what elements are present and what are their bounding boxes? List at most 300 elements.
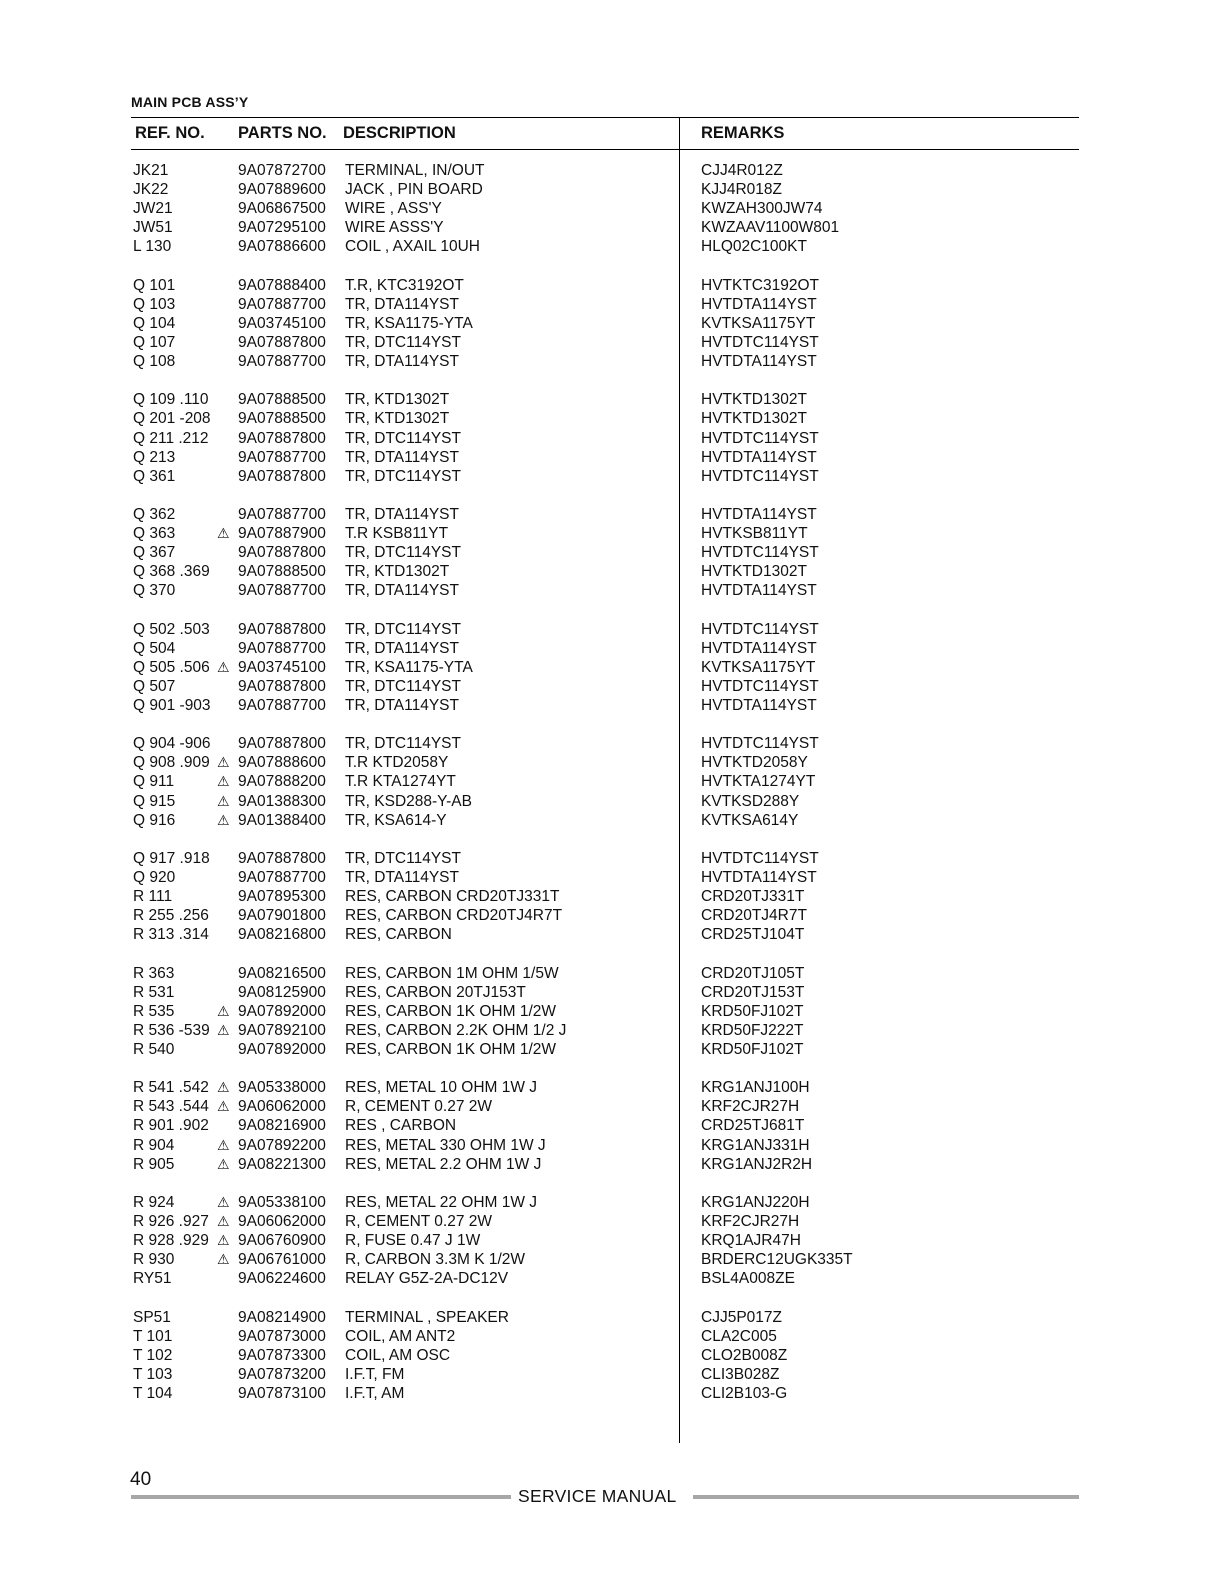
description: RES, CARBON 1K OHM 1/2W xyxy=(345,1040,557,1058)
remarks: BSL4A008ZE xyxy=(701,1270,795,1288)
remarks: KRQ1AJR47H xyxy=(701,1232,801,1250)
description: WIRE ASSS'Y xyxy=(345,219,444,237)
parts-group xyxy=(0,161,1219,256)
parts-no: 9A07887800 xyxy=(238,677,326,695)
table-row xyxy=(0,1231,1219,1250)
warning-icon: ⚠ xyxy=(217,1136,230,1153)
table-row xyxy=(0,1346,1219,1365)
ref-no: Q 109 .110 xyxy=(133,391,209,409)
parts-no: 9A07887700 xyxy=(238,295,326,313)
remarks: HVTKSB811YT xyxy=(701,525,808,543)
table-row xyxy=(0,1269,1219,1288)
table-row xyxy=(0,1116,1219,1135)
parts-no: 9A05338100 xyxy=(238,1193,326,1211)
parts-list xyxy=(0,161,1219,1422)
table-row xyxy=(0,964,1219,983)
ref-no: T 103 xyxy=(133,1365,173,1383)
remarks: KWZAAV1100W801 xyxy=(701,219,840,237)
table-row xyxy=(0,1136,1219,1155)
header-parts-no: PARTS NO. xyxy=(238,124,327,142)
table-row xyxy=(0,868,1219,887)
ref-no: RY51 xyxy=(133,1270,172,1288)
ref-no: R 543 .544 xyxy=(133,1098,209,1116)
table-row xyxy=(0,524,1219,543)
parts-no: 9A07887800 xyxy=(238,849,326,867)
remarks: HVTDTC114YST xyxy=(701,849,819,867)
table-top-rule xyxy=(131,117,1079,118)
description: RES, CARBON xyxy=(345,926,452,944)
parts-no: 9A07886600 xyxy=(238,238,326,256)
remarks: HVTKTD2058Y xyxy=(701,754,808,772)
description: RES, CARBON CRD20TJ4R7T xyxy=(345,907,563,925)
table-row xyxy=(0,983,1219,1002)
table-row xyxy=(0,1365,1219,1384)
remarks: HVTKTC3192OT xyxy=(701,276,820,294)
table-row xyxy=(0,505,1219,524)
warning-icon: ⚠ xyxy=(217,1193,230,1210)
parts-no: 9A07887800 xyxy=(238,467,326,485)
remarks: CRD20TJ153T xyxy=(701,983,805,1001)
parts-no: 9A06867500 xyxy=(238,200,326,218)
parts-no: 9A07873000 xyxy=(238,1327,326,1345)
ref-no: Q 361 xyxy=(133,467,176,485)
parts-group xyxy=(0,849,1219,944)
ref-no: JK22 xyxy=(133,181,169,199)
table-row xyxy=(0,218,1219,237)
parts-no: 9A07892200 xyxy=(238,1136,326,1154)
header-remarks: REMARKS xyxy=(701,124,785,142)
remarks: CRD20TJ105T xyxy=(701,964,805,982)
parts-no: 9A07888500 xyxy=(238,391,326,409)
ref-no: Q 103 xyxy=(133,295,176,313)
ref-no: JK21 xyxy=(133,162,169,179)
remarks: CRD20TJ4R7T xyxy=(701,907,807,925)
parts-no: 9A07887800 xyxy=(238,544,326,562)
description: RES, METAL 10 OHM 1W J xyxy=(345,1079,538,1097)
parts-no: 9A07873300 xyxy=(238,1346,326,1364)
warning-icon: ⚠ xyxy=(217,1021,230,1038)
remarks: KRD50FJ222T xyxy=(701,1021,804,1039)
ref-no: R 535 xyxy=(133,1002,175,1020)
remarks: KVTKSA1175YT xyxy=(701,314,816,332)
remarks: HVTDTC114YST xyxy=(701,544,819,562)
parts-group xyxy=(0,1308,1219,1403)
description: TR, DTC114YST xyxy=(345,677,461,695)
parts-no: 9A07295100 xyxy=(238,219,326,237)
table-row xyxy=(0,1078,1219,1097)
parts-no: 9A08125900 xyxy=(238,983,326,1001)
remarks: CLI3B028Z xyxy=(701,1365,780,1383)
parts-no: 9A07887800 xyxy=(238,429,326,447)
remarks: KRD50FJ102T xyxy=(701,1040,804,1058)
parts-no: 9A05338000 xyxy=(238,1079,326,1097)
remarks: CRD20TJ331T xyxy=(701,888,805,906)
description: TR, DTC114YST xyxy=(345,429,461,447)
description: R, CEMENT 0.27 2W xyxy=(345,1098,493,1116)
table-row xyxy=(0,409,1219,428)
description: RES, METAL 330 OHM 1W J xyxy=(345,1136,546,1154)
remarks: KRF2CJR27H xyxy=(701,1098,800,1116)
description: RES, CARBON 2.2K OHM 1/2 J xyxy=(345,1021,567,1039)
parts-group xyxy=(0,390,1219,485)
remarks: HVTDTC114YST xyxy=(701,735,819,753)
table-row xyxy=(0,677,1219,696)
ref-no: T 104 xyxy=(133,1384,173,1402)
table-row xyxy=(0,658,1219,677)
remarks: HVTDTA114YST xyxy=(701,869,817,887)
header-description: DESCRIPTION xyxy=(343,124,456,142)
description: TR, DTA114YST xyxy=(345,353,459,371)
ref-no: R 536 -539 xyxy=(133,1021,210,1039)
description: TR, DTA114YST xyxy=(345,869,459,887)
table-row xyxy=(0,1308,1219,1327)
parts-no: 9A07895300 xyxy=(238,888,326,906)
ref-no: R 363 xyxy=(133,964,175,982)
parts-no: 9A07888400 xyxy=(238,276,326,294)
table-row xyxy=(0,295,1219,314)
table-row xyxy=(0,639,1219,658)
table-row xyxy=(0,906,1219,925)
parts-no: 9A03745100 xyxy=(238,658,326,676)
parts-no: 9A06761000 xyxy=(238,1251,326,1269)
description: TR, KTD1302T xyxy=(345,410,450,428)
parts-no: 9A06760900 xyxy=(238,1232,326,1250)
remarks: HLQ02C100KT xyxy=(701,238,807,256)
ref-no: T 102 xyxy=(133,1346,173,1364)
table-row xyxy=(0,180,1219,199)
table-row xyxy=(0,581,1219,600)
parts-group xyxy=(0,620,1219,715)
table-row xyxy=(0,543,1219,562)
ref-no: Q 904 -906 xyxy=(133,735,211,753)
remarks: CLI2B103-G xyxy=(701,1384,788,1402)
ref-no: Q 507 xyxy=(133,677,176,695)
remarks: HVTDTA114YST xyxy=(701,448,817,466)
footer-bar-right xyxy=(693,1495,1079,1499)
ref-no: Q 213 xyxy=(133,448,176,466)
parts-no: 9A07887700 xyxy=(238,582,326,600)
remarks: KRG1ANJ100H xyxy=(701,1079,810,1097)
description: JACK , PIN BOARD xyxy=(345,181,483,199)
remarks: HVTKTA1274YT xyxy=(701,773,816,791)
ref-no: JW21 xyxy=(133,200,173,218)
warning-icon: ⚠ xyxy=(217,773,230,790)
table-row xyxy=(0,1155,1219,1174)
remarks: HVTDTA114YST xyxy=(701,295,817,313)
parts-no: 9A03745100 xyxy=(238,314,326,332)
parts-no: 9A01388400 xyxy=(238,811,326,829)
table-row xyxy=(0,792,1219,811)
remarks: HVTDTC114YST xyxy=(701,429,819,447)
warning-icon: ⚠ xyxy=(217,811,230,828)
remarks: CRD25TJ104T xyxy=(701,926,805,944)
description: TR, DTC114YST xyxy=(345,333,461,351)
parts-group xyxy=(0,1078,1219,1173)
ref-no: Q 370 xyxy=(133,582,176,600)
table-row xyxy=(0,1384,1219,1403)
parts-no: 9A07892000 xyxy=(238,1002,326,1020)
table-row xyxy=(0,237,1219,256)
ref-no: R 901 .902 xyxy=(133,1117,209,1135)
warning-icon: ⚠ xyxy=(217,1098,230,1115)
description: RES, CARBON 20TJ153T xyxy=(345,983,526,1001)
description: COIL, AM ANT2 xyxy=(345,1327,456,1345)
remarks: KRF2CJR27H xyxy=(701,1213,800,1230)
description: RES, CARBON CRD20TJ331T xyxy=(345,888,560,906)
description: TR, DTC114YST xyxy=(345,467,461,485)
description: TERMINAL, IN/OUT xyxy=(345,162,485,179)
warning-icon: ⚠ xyxy=(217,525,230,542)
parts-group xyxy=(0,505,1219,600)
remarks: KRD50FJ102T xyxy=(701,1002,804,1020)
table-row xyxy=(0,620,1219,639)
description: TR, DTA114YST xyxy=(345,295,459,313)
description: TR, DTC114YST xyxy=(345,620,461,638)
description: T.R KTA1274YT xyxy=(345,773,456,791)
warning-icon: ⚠ xyxy=(217,792,230,809)
description: RES , CARBON xyxy=(345,1117,457,1135)
remarks: HVTDTC114YST xyxy=(701,677,819,695)
table-row xyxy=(0,753,1219,772)
description: TR, KSD288-Y-AB xyxy=(345,792,472,810)
ref-no: JW51 xyxy=(133,219,173,237)
table-row xyxy=(0,390,1219,409)
remarks: HVTDTC114YST xyxy=(701,467,819,485)
remarks: HVTDTC114YST xyxy=(701,333,819,351)
footer-title: SERVICE MANUAL xyxy=(518,1486,677,1506)
description: RES, METAL 22 OHM 1W J xyxy=(345,1193,538,1211)
ref-no: R 540 xyxy=(133,1040,175,1058)
table-row xyxy=(0,1327,1219,1346)
remarks: HVTDTA114YST xyxy=(701,697,817,714)
table-row xyxy=(0,467,1219,486)
header-bottom-rule xyxy=(131,149,1079,150)
description: WIRE , ASS'Y xyxy=(345,200,442,218)
table-row xyxy=(0,696,1219,715)
parts-no: 9A07887700 xyxy=(238,505,326,523)
ref-no: R 541 .542 xyxy=(133,1079,209,1097)
parts-no: 9A07888600 xyxy=(238,754,326,772)
parts-no: 9A08216900 xyxy=(238,1117,326,1135)
description: T.R KSB811YT xyxy=(345,525,449,543)
remarks: HVTDTA114YST xyxy=(701,582,817,600)
description: RES, CARBON 1M OHM 1/5W xyxy=(345,964,559,982)
warning-icon: ⚠ xyxy=(217,1155,230,1172)
table-row xyxy=(0,161,1219,180)
table-row xyxy=(0,199,1219,218)
description: TR, KSA1175-YTA xyxy=(345,658,473,676)
ref-no: Q 101 xyxy=(133,276,176,294)
warning-icon: ⚠ xyxy=(217,1232,230,1249)
ref-no: R 111 xyxy=(133,888,173,906)
ref-no: Q 362 xyxy=(133,505,176,523)
ref-no: Q 363 xyxy=(133,525,176,543)
remarks: HVTDTA114YST xyxy=(701,639,817,657)
description: TR, DTA114YST xyxy=(345,639,459,657)
table-row xyxy=(0,1212,1219,1231)
parts-no: 9A07887800 xyxy=(238,333,326,351)
ref-no: R 531 xyxy=(133,983,175,1001)
ref-no: R 313 .314 xyxy=(133,926,209,944)
description: TR, DTA114YST xyxy=(345,505,459,523)
parts-group xyxy=(0,964,1219,1059)
ref-no: Q 901 -903 xyxy=(133,697,211,714)
table-row xyxy=(0,887,1219,906)
description: TR, KTD1302T xyxy=(345,563,450,581)
remarks: HVTKTD1302T xyxy=(701,410,807,428)
table-row xyxy=(0,1040,1219,1059)
parts-no: 9A07872700 xyxy=(238,162,326,179)
parts-no: 9A07887900 xyxy=(238,525,326,543)
remarks: CLO2B008Z xyxy=(701,1346,788,1364)
description: R, CARBON 3.3M K 1/2W xyxy=(345,1251,526,1269)
description: TR, DTA114YST xyxy=(345,448,459,466)
ref-no: Q 201 -208 xyxy=(133,410,211,428)
ref-no: Q 211 .212 xyxy=(133,429,209,447)
description: I.F.T, AM xyxy=(345,1384,405,1402)
parts-no: 9A08216800 xyxy=(238,926,326,944)
remarks: BRDERC12UGK335T xyxy=(701,1251,853,1269)
parts-no: 9A07887700 xyxy=(238,697,326,714)
parts-no: 9A07888500 xyxy=(238,410,326,428)
remarks: HVTDTC114YST xyxy=(701,620,819,638)
description: R, CEMENT 0.27 2W xyxy=(345,1213,493,1230)
ref-no: Q 917 .918 xyxy=(133,849,210,867)
remarks: KRG1ANJ331H xyxy=(701,1136,810,1154)
parts-no: 9A08214900 xyxy=(238,1308,326,1326)
table-row xyxy=(0,352,1219,371)
ref-no: Q 504 xyxy=(133,639,176,657)
description: R, FUSE 0.47 J 1W xyxy=(345,1232,481,1250)
ref-no: Q 368 .369 xyxy=(133,563,210,581)
parts-no: 9A07887800 xyxy=(238,620,326,638)
ref-no: R 255 .256 xyxy=(133,907,209,925)
remarks: KWZAH300JW74 xyxy=(701,200,823,218)
remarks: CJJ4R012Z xyxy=(701,162,783,179)
remarks: KVTKSA614Y xyxy=(701,811,799,829)
description: TR, DTC114YST xyxy=(345,735,461,753)
warning-icon: ⚠ xyxy=(217,658,230,675)
parts-no: 9A07887700 xyxy=(238,353,326,371)
warning-icon: ⚠ xyxy=(217,1002,230,1019)
ref-no: R 928 .929 xyxy=(133,1232,209,1250)
parts-no: 9A07873100 xyxy=(238,1384,326,1402)
warning-icon: ⚠ xyxy=(217,1079,230,1096)
table-row xyxy=(0,849,1219,868)
table-row xyxy=(0,429,1219,448)
warning-icon: ⚠ xyxy=(217,754,230,771)
description: RELAY G5Z-2A-DC12V xyxy=(345,1270,509,1288)
table-row xyxy=(0,1021,1219,1040)
footer-bar-left xyxy=(131,1495,511,1499)
description: TR, DTC114YST xyxy=(345,849,461,867)
header-ref: REF. NO. xyxy=(135,124,205,142)
parts-group xyxy=(0,276,1219,371)
ref-no: Q 916 xyxy=(133,811,176,829)
remarks: CRD25TJ681T xyxy=(701,1117,805,1135)
warning-icon: ⚠ xyxy=(217,1213,230,1229)
parts-group xyxy=(0,734,1219,829)
parts-no: 9A07887700 xyxy=(238,869,326,887)
section-title: MAIN PCB ASS’Y xyxy=(131,94,249,110)
table-row xyxy=(0,1250,1219,1269)
parts-no: 9A07887800 xyxy=(238,735,326,753)
description: T.R, KTC3192OT xyxy=(345,276,464,294)
parts-no: 9A08221300 xyxy=(238,1155,326,1173)
remarks: KRG1ANJ2R2H xyxy=(701,1155,813,1173)
ref-no: Q 920 xyxy=(133,869,176,887)
table-row xyxy=(0,314,1219,333)
table-row xyxy=(0,276,1219,295)
description: I.F.T, FM xyxy=(345,1365,405,1383)
parts-no: 9A07887700 xyxy=(238,448,326,466)
ref-no: Q 108 xyxy=(133,353,176,371)
ref-no: Q 908 .909 xyxy=(133,754,210,772)
parts-no: 9A06062000 xyxy=(238,1098,326,1116)
parts-group xyxy=(0,1193,1219,1288)
ref-no: R 904 xyxy=(133,1136,175,1154)
description: COIL, AM OSC xyxy=(345,1346,451,1364)
ref-no: R 924 xyxy=(133,1193,175,1211)
table-row xyxy=(0,1097,1219,1116)
parts-no: 9A07888200 xyxy=(238,773,326,791)
description: COIL , AXAIL 10UH xyxy=(345,238,480,256)
ref-no: R 930 xyxy=(133,1251,175,1269)
ref-no: Q 104 xyxy=(133,314,176,332)
parts-no: 9A08216500 xyxy=(238,964,326,982)
table-row xyxy=(0,562,1219,581)
parts-no: 9A01388300 xyxy=(238,792,326,810)
remarks: HVTKTD1302T xyxy=(701,563,807,581)
remarks: KRG1ANJ220H xyxy=(701,1193,810,1211)
table-row xyxy=(0,1193,1219,1212)
ref-no: Q 367 xyxy=(133,544,176,562)
ref-no: Q 915 xyxy=(133,792,176,810)
ref-no: R 905 xyxy=(133,1155,175,1173)
ref-no: Q 107 xyxy=(133,333,176,351)
description: T.R KTD2058Y xyxy=(345,754,449,772)
parts-no: 9A07873200 xyxy=(238,1365,326,1383)
ref-no: R 926 .927 xyxy=(133,1213,209,1230)
parts-no: 9A07901800 xyxy=(238,907,326,925)
description: RES, CARBON 1K OHM 1/2W xyxy=(345,1002,557,1020)
page-number: 40 xyxy=(130,1469,152,1490)
table-row xyxy=(0,734,1219,753)
description: TR, DTA114YST xyxy=(345,697,459,714)
warning-icon: ⚠ xyxy=(217,1251,230,1268)
parts-no: 9A07892000 xyxy=(238,1040,326,1058)
remarks: HVTDTA114YST xyxy=(701,505,817,523)
description: TR, DTC114YST xyxy=(345,544,461,562)
parts-no: 9A07892100 xyxy=(238,1021,326,1039)
description: TR, KTD1302T xyxy=(345,391,450,409)
remarks: HVTDTA114YST xyxy=(701,353,817,371)
parts-no: 9A06062000 xyxy=(238,1213,326,1230)
table-row xyxy=(0,448,1219,467)
table-row xyxy=(0,333,1219,352)
ref-no: L 130 xyxy=(133,238,172,256)
table-row xyxy=(0,925,1219,944)
description: TR, DTA114YST xyxy=(345,582,459,600)
ref-no: T 101 xyxy=(133,1327,173,1345)
remarks: HVTKTD1302T xyxy=(701,391,807,409)
description: TR, KSA1175-YTA xyxy=(345,314,473,332)
description: RES, METAL 2.2 OHM 1W J xyxy=(345,1155,542,1173)
remarks: KVTKSD288Y xyxy=(701,792,800,810)
parts-no: 9A06224600 xyxy=(238,1270,326,1288)
ref-no: Q 502 .503 xyxy=(133,620,210,638)
parts-no: 9A07889600 xyxy=(238,181,326,199)
